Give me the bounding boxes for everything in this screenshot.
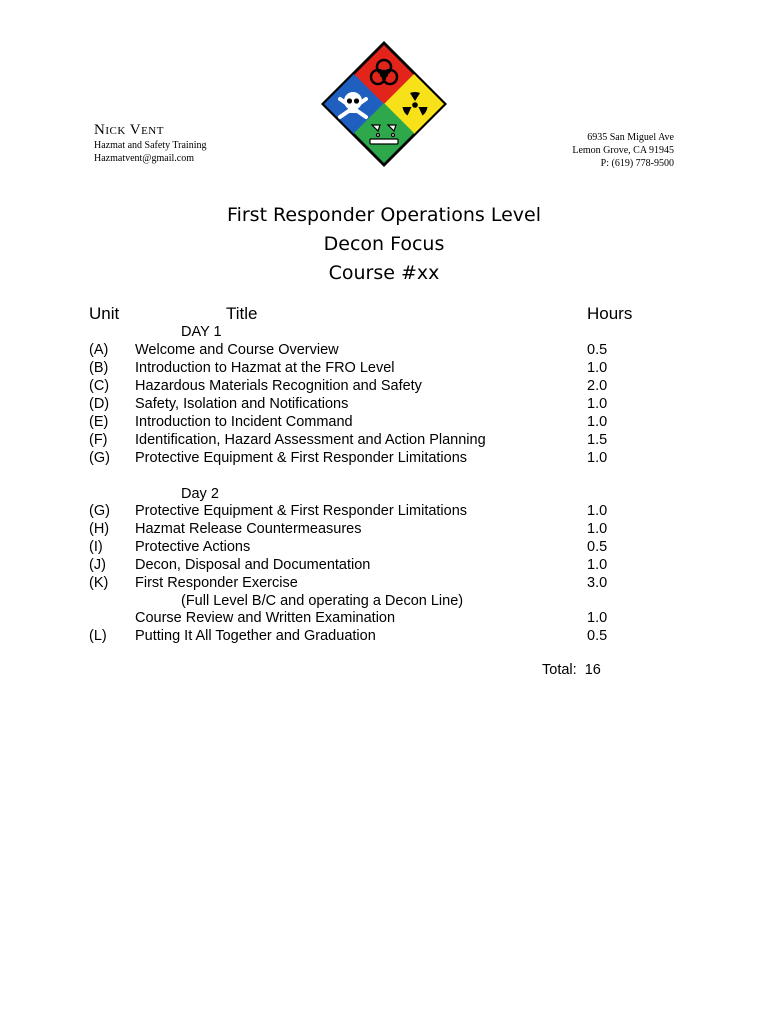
row-title: Safety, Isolation and Notifications (135, 396, 349, 412)
row-title: Course Review and Written Examination (135, 610, 396, 626)
title-line1: First Responder Operations Level (227, 204, 541, 226)
row-unit: (H) (89, 521, 110, 537)
row-hours: 0.5 (587, 342, 608, 358)
total-label: Total: (542, 662, 577, 678)
row-hours: 1.0 (587, 557, 608, 573)
row-title: Decon, Disposal and Documentation (135, 557, 371, 573)
table-row (0, 538, 768, 556)
column-header-title: Title (226, 304, 258, 323)
row-hours: 2.0 (587, 378, 608, 394)
row-title: Protective Equipment & First Responder Limitations (135, 450, 468, 466)
row-unit: (L) (89, 628, 107, 644)
table-row (0, 413, 768, 431)
total-value: 16 (584, 662, 601, 678)
row-unit: (G) (89, 450, 110, 466)
row-hours: 1.5 (587, 432, 608, 448)
row-unit: (F) (89, 432, 108, 448)
table-row (0, 377, 768, 395)
row-hours: 1.0 (587, 503, 608, 519)
table-row (0, 574, 768, 592)
row-title: (Full Level B/C and operating a Decon Line) (181, 593, 464, 609)
row-title: Identification, Hazard Assessment and Action Planning (135, 432, 486, 448)
contact-block (94, 121, 206, 165)
row-hours: 1.0 (587, 414, 608, 430)
column-header-unit: Unit (89, 304, 120, 323)
phone-number: P: (619) 778-9500 (600, 158, 674, 169)
row-title: Introduction to Hazmat at the FRO Level (135, 360, 395, 376)
row-hours: 0.5 (587, 628, 608, 644)
row-unit: (D) (89, 396, 110, 412)
row-hours: 1.0 (587, 396, 608, 412)
day2-label: Day 2 (181, 486, 219, 502)
row-title: Welcome and Course Overview (135, 342, 339, 358)
row-hours: 1.0 (587, 610, 608, 626)
table-row (0, 609, 768, 627)
title-line2: Decon Focus (323, 233, 445, 255)
row-title: Putting It All Together and Graduation (135, 628, 376, 644)
row-hours: 0.5 (587, 539, 608, 555)
table-row (0, 449, 768, 467)
address-line1: 6935 San Miguel Ave (587, 132, 674, 143)
row-unit: (B) (89, 360, 109, 376)
table-row (0, 395, 768, 413)
address-block (572, 131, 674, 170)
row-unit: (J) (89, 557, 106, 573)
row-title: Hazardous Materials Recognition and Safety (135, 378, 422, 394)
day-label (0, 323, 768, 341)
table-row (0, 520, 768, 538)
row-title: Protective Equipment & First Responder Limitations (135, 503, 468, 519)
row-title: Hazmat Release Countermeasures (135, 521, 362, 537)
total-hours (542, 662, 601, 678)
row-unit: (K) (89, 575, 109, 591)
contact-email: Hazmatvent@gmail.com (94, 153, 195, 164)
row-title: Protective Actions (135, 539, 251, 555)
table-row (0, 592, 768, 610)
row-hours: 1.0 (587, 450, 608, 466)
title-line3: Course #xx (328, 262, 440, 284)
contact-name: Nick Vent (94, 122, 164, 138)
row-hours: 1.0 (587, 521, 608, 537)
day-label (0, 485, 768, 503)
column-header-hours: Hours (587, 304, 633, 323)
row-title: First Responder Exercise (135, 575, 298, 591)
table-row (0, 431, 768, 449)
table-row (0, 341, 768, 359)
row-unit: (A) (89, 342, 109, 358)
table-row (0, 502, 768, 520)
table-row (0, 556, 768, 574)
document-title (0, 201, 768, 288)
contact-org: Hazmat and Safety Training (94, 140, 207, 151)
day1-label: DAY 1 (181, 324, 222, 340)
row-hours: 3.0 (587, 575, 608, 591)
row-unit: (E) (89, 414, 109, 430)
table-row (0, 359, 768, 377)
row-unit: (C) (89, 378, 110, 394)
row-unit: (G) (89, 503, 110, 519)
row-hours: 1.0 (587, 360, 608, 376)
row-title: Introduction to Incident Command (135, 414, 353, 430)
hazmat-diamond-logo (320, 39, 448, 169)
table-row (0, 627, 768, 645)
address-line2: Lemon Grove, CA 91945 (572, 145, 674, 156)
row-unit: (I) (89, 539, 103, 555)
